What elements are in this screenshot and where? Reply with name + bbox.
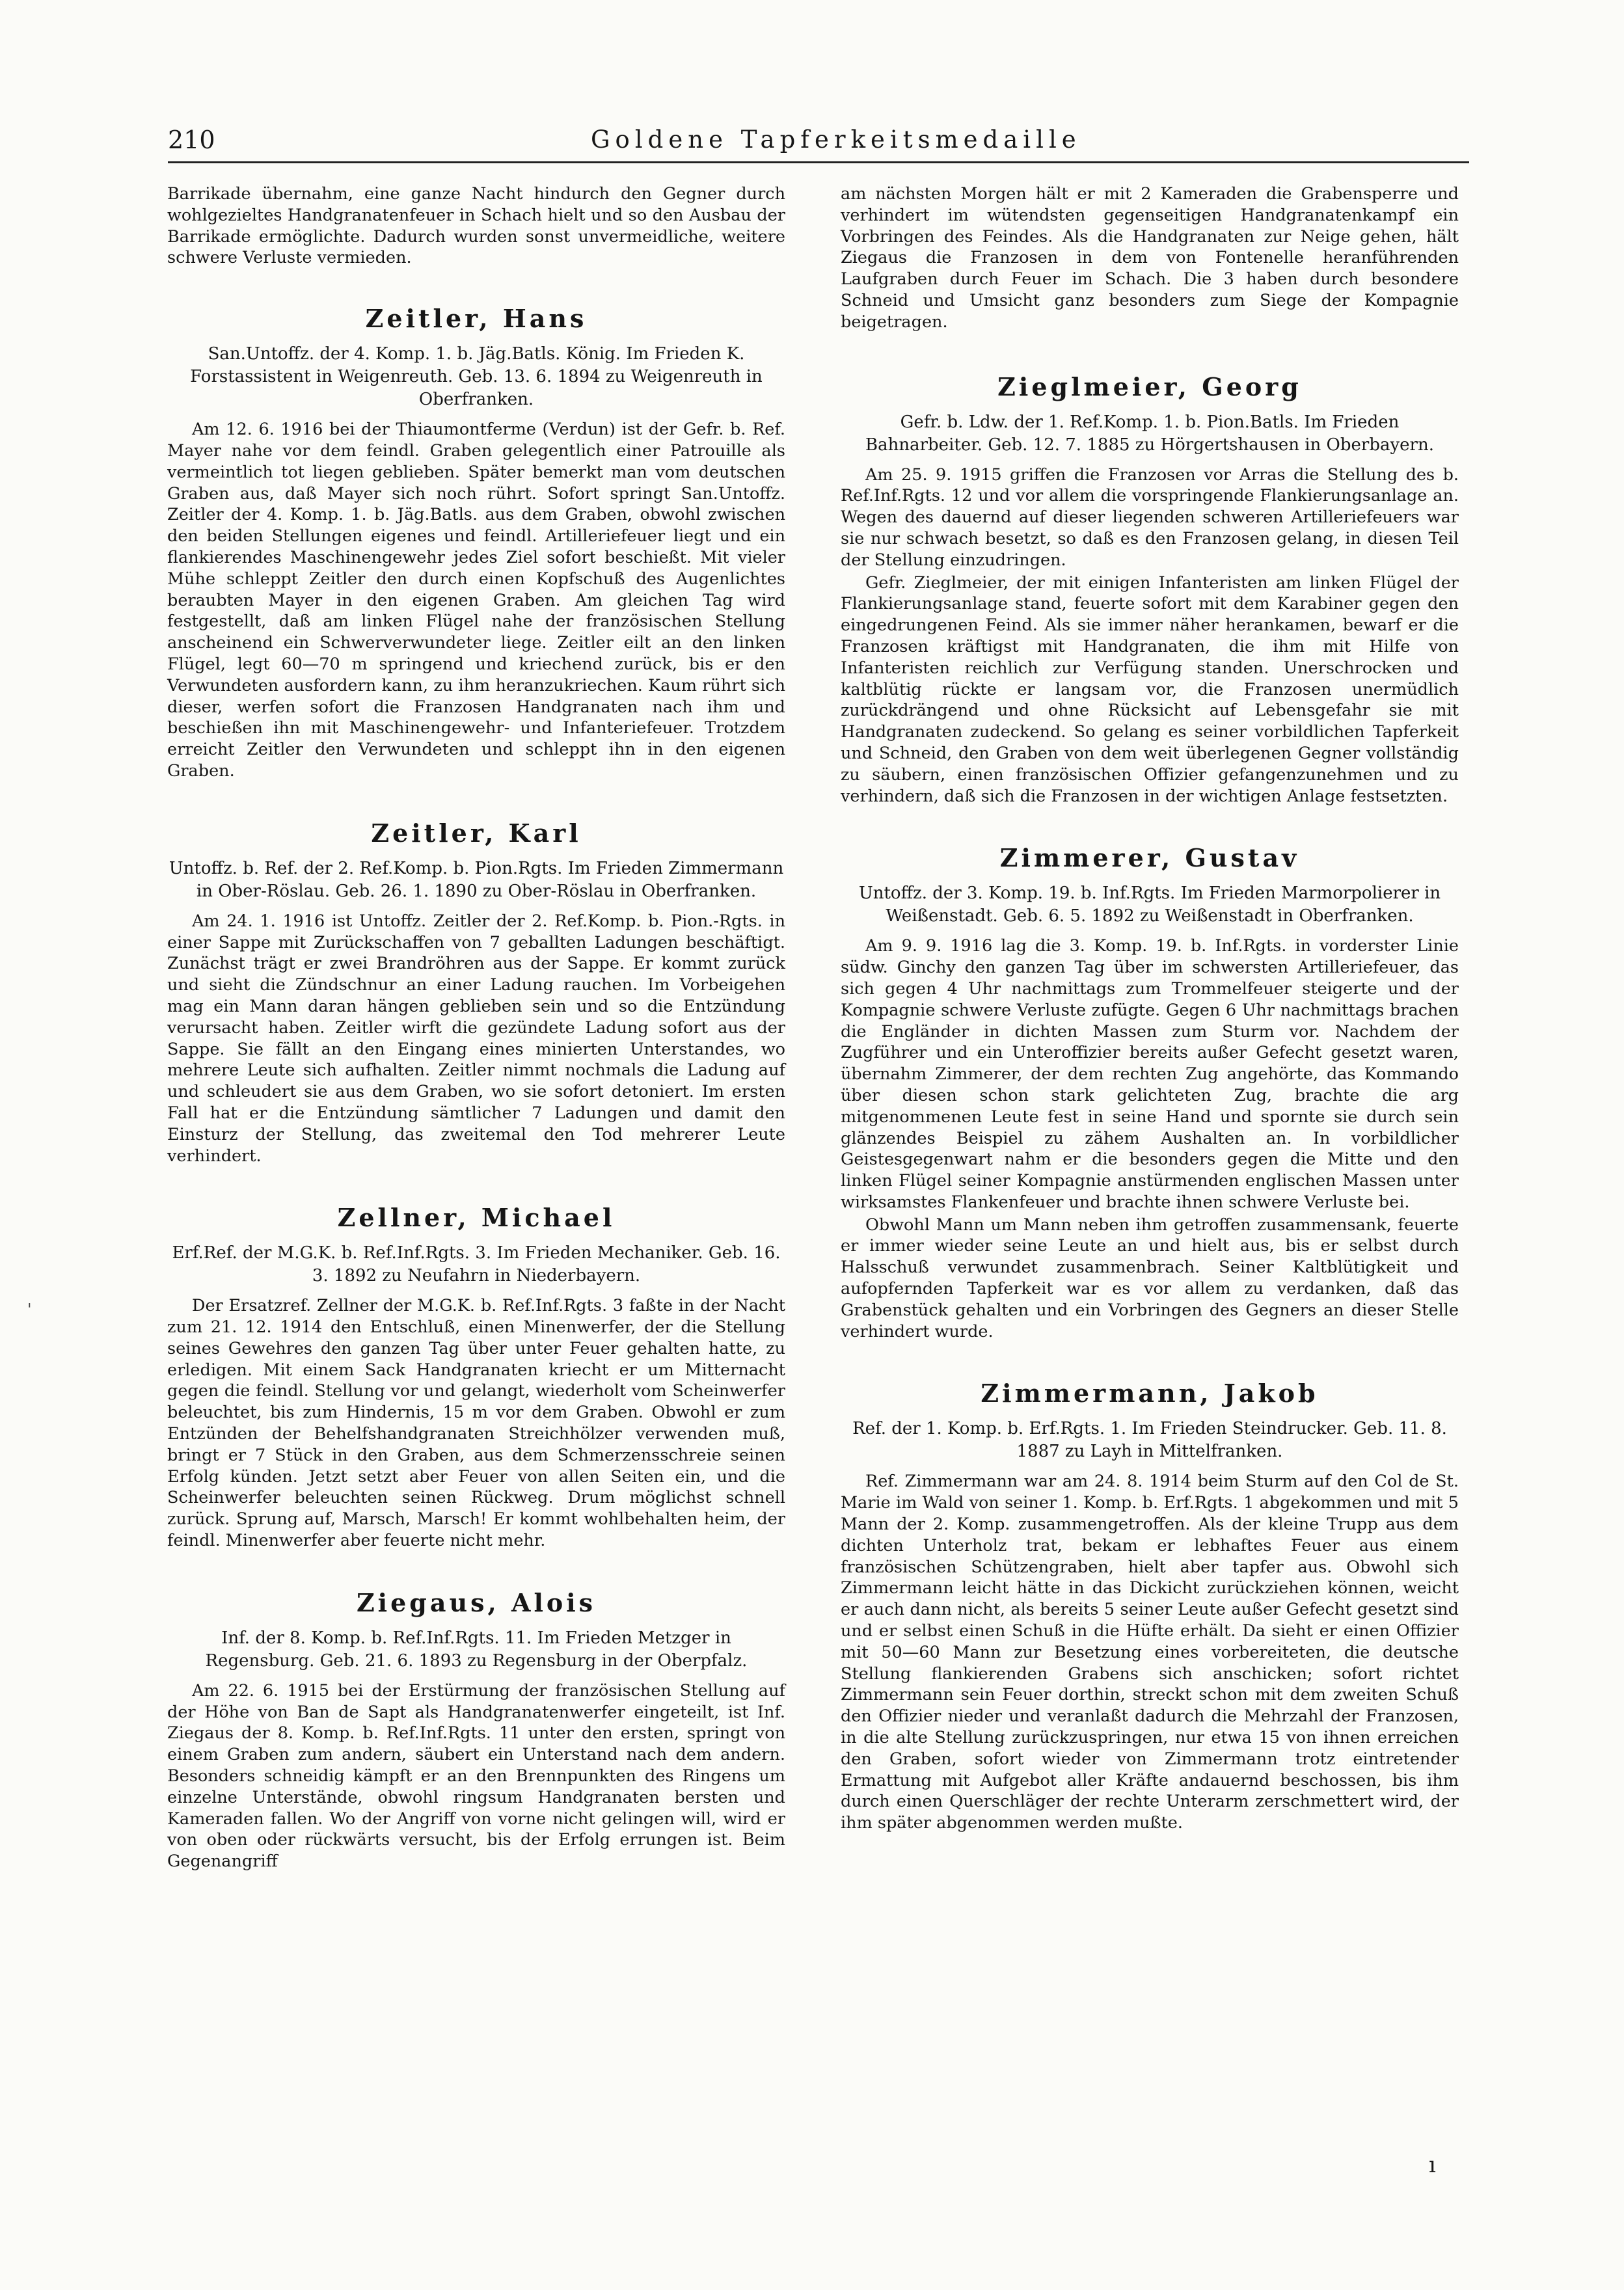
page-number: 210 — [168, 126, 215, 154]
entry-paragraph: Ref. Zimmermann war am 24. 8. 1914 beim Sturm auf den Col de St. Marie im Wald von seiner 1. Komp. b. Erf.Rgts. 1 abgekommen und mit 5 Mann der 2. Komp. zusammengetroffen. Als der kleine Trupp aus dem dichten Unterholz trat, bekam er lebhaftes Feuer aus einem französischen Schützengraben, hielt aber tapfer aus. Obwohl sich Zimmermann leicht hätte in das Dickicht zurückziehen können, weicht er auch dann nicht, als bereits 5 seiner Leute außer Gefecht gesetzt sind und er selbst einen Schuß in die Hüfte erhält. Da sieht er einen Offizier mit 50—60 Mann zur Besetzung eines vorbereiteten, die deutsche Stellung flankierenden Grabens sich anschicken; sofort richtet Zimmermann sein Feuer dorthin, streckt schon mit dem zweiten Schuß den Offizier nieder und veranlaßt dadurch die Mehrzahl der Franzosen, in die alte Stellung zurückzuspringen, nur etwa 15 von ihnen erreichen den Graben, sofort wieder von Zimmermann trotz eintretender Ermattung mit Aufgebot aller Kräfte andauernd beschossen, bis ihm durch einen Querschläger der rechte Unterarm zerschmettert wird, der ihm später abgenommen werden mußte. — [841, 1472, 1459, 1833]
entry-paragraph: Am 24. 1. 1916 ist Untoffz. Zeitler der 2. Ref.Komp. b. Pion.-Rgts. in einer Sappe mit Zurückschaffen von 7 geballten Ladungen beschäftigt. Zunächst trägt er zwei Brandröhren aus der Sappe. Er kommt zurück und sieht die Zündschnur an einer Ladung rauchen. Im Vorbeigehen mag ein Mann daran hängen geblieben sein und so die Entzündung verursacht haben. Zeitler wirft die gezündete Ladung sofort aus der Sappe. Sie fällt an den Eingang eines minierten Unterstandes, wo mehrere Leute sich aufhalten. Zeitler nimmt nochmals die Ladung auf und schleudert sie aus dem Graben, wo sie sofort detoniert. Im ersten Fall hat er die Entzündung sämtlicher 7 Ladungen und damit den Einsturz der Stellung, das zweitemal den Tod mehrerer Leute verhindert. — [167, 911, 785, 1166]
entry-ziegaus-alois — [167, 1588, 785, 1872]
entry-paragraph: Der Ersatzref. Zellner der M.G.K. b. Ref.Inf.Rgts. 3 faßte in der Nacht zum 21. 12. 1914 den Entschluß, einen Minenwerfer, der die Stellung seines Gewehres den ganzen Tag über unter Feuer gehalten hatte, zu erledigen. Mit einem Sack Handgranaten kriecht er um Mitternacht gegen die feindl. Stellung vor und gelangt, wiederholt vom Scheinwerfer beleuchtet, bis zum Hindernis, 15 m vor dem Graben. Obwohl er zum Entzünden der Behelfshandgranaten Streichhölzer verwenden muß, bringt er 7 Stück in den Graben, aus dem Schmerzensschreie seinen Erfolg künden. Jetzt setzt aber Feuer von allen Seiten ein, und die Scheinwerfer beleuchten seinen Rückweg. Drum möglichst schnell zurück. Sprung auf, Marsch, Marsch! Er kommt wohlbehalten heim, der feindl. Minenwerfer aber feuerte nicht mehr. — [167, 1296, 785, 1551]
entry-title: Ziegaus, Alois — [356, 1587, 597, 1617]
entry-meta: Gefr. b. Ldw. der 1. Ref.Komp. 1. b. Pion.Batls. Im Frieden Bahnarbeiter. Geb. 12. 7. 1885 zu Hörgertshausen in Oberbayern. — [865, 412, 1434, 455]
left-column — [167, 183, 785, 1872]
entry-title: Zellner, Michael — [337, 1203, 616, 1233]
entry-title: Zieglmeier, Georg — [997, 371, 1302, 401]
entry-meta: Ref. der 1. Komp. b. Erf.Rgts. 1. Im Frieden Steindrucker. Geb. 11. 8. 1887 zu Layh in Mittelfranken. — [852, 1419, 1447, 1462]
continuation-text: am nächsten Morgen hält er mit 2 Kameraden die Grabensperre und verhindert im wütendsten gegenseitigen Handgranatenkampf ein Vorbringen des Feindes. Als die Handgranaten zur Neige gehen, hält Ziegaus die Franzosen in dem von Fontenelle heranführenden Laufgraben durch Feuer im Schach. Die 3 haben durch besondere Schneid und Umsicht ganz besonders zum Siege der Kompagnie beigetragen. — [841, 184, 1459, 332]
entry-meta: Erf.Ref. der M.G.K. b. Ref.Inf.Rgts. 3. Im Frieden Mechaniker. Geb. 16. 3. 1892 zu Neufahrn in Niederbayern. — [172, 1243, 781, 1286]
entry-paragraph: Am 12. 6. 1916 bei der Thiaumontferme (Verdun) ist der Gefr. b. Ref. Mayer nahe vor dem feindl. Graben gelegentlich einer Patrouille als vermeintlich tot liegen geblieben. Später bemerkt man vom deutschen Graben aus, daß Mayer sich noch rührt. Sofort springt San.Untoffz. Zeitler der 4. Komp. 1. b. Jäg.Batls. aus dem Graben, obwohl zwischen den beiden Stellungen eigenes und feindl. Artilleriefeuer liegt und ein flankierendes Maschinengewehr jedes Ziel sofort beschießt. Mit vieler Mühe schleppt Zeitler den durch einen Kopfschuß des Augenlichtes beraubten Mayer in den eigenen Graben. Am gleichen Tag wird festgestellt, daß am linken Flügel nahe der französischen Stellung anscheinend ein Schwerverwundeter liege. Zeitler eilt an den linken Flügel, legt 60—70 m springend und kriechend zurück, bis er den Verwundeten ausfordern kann, zu ihm heranzukriechen. Kaum rührt sich dieser, werfen sofort die Franzosen Handgranaten nach ihm und beschießen ihn mit Maschinengewehr- und Infanteriefeuer. Trotzdem erreicht Zeitler den Verwundeten und schleppt ihn in den eigenen Graben. — [167, 420, 785, 781]
entry-title: Zimmerer, Gustav — [999, 843, 1300, 873]
entry-paragraph: Obwohl Mann um Mann neben ihm getroffen zusammensank, feuerte er immer wieder seine Leute an und hielt aus, bis er selbst durch Halsschuß verwundet zusammenbrach. Seiner Kaltblütigkeit und aufopfernden Tapferkeit war es vor allem zu verdanken, daß das Grabenstück gehalten und ein Vorbringen des Gegners an dieser Stelle verhindert wurde. — [841, 1215, 1459, 1341]
entry-zieglmeier-georg — [841, 372, 1459, 807]
entry-zellner-michael — [167, 1203, 785, 1552]
entry-paragraph: Gefr. Zieglmeier, der mit einigen Infanteristen am linken Flügel der Flankierungsanlage stand, feuerte sofort mit dem Karabiner gegen den eingedrungenen Feind. Als sie immer näher herankamen, bewarf er die Franzosen kräftigst mit Handgranaten, die ihm mit Hilfe von Infanteristen reichlich zur Verfügung standen. Unerschrocken und kaltblütig rückte er langsam vor, die Franzosen unermüdlich zurückdrängend und ohne Rücksicht auf Lebensgefahr sie mit Handgranaten zudeckend. So gelang es seiner vorbildlichen Tapferkeit und Schneid, den Graben von dem weit überlegenen Gegner vollständig zu säubern, einen französischen Offizier gefangenzunehmen und zu verhindern, daß sich die Franzosen in der wichtigen Anlage festsetzten. — [841, 572, 1459, 806]
entry-title: Zeitler, Hans — [365, 304, 588, 334]
entry-meta: Inf. der 8. Komp. b. Ref.Inf.Rgts. 11. Im Frieden Metzger in Regensburg. Geb. 21. 6. 1893 zu Regensburg in der Oberpfalz. — [205, 1628, 748, 1671]
entry-paragraph: Am 9. 9. 1916 lag die 3. Komp. 19. b. Inf.Rgts. in vorderster Linie südw. Ginchy den ganzen Tag über im schwersten Artilleriefeuer, das sich gegen 4 Uhr nachmittags zum Trommelfeuer steigerte und der Kompagnie schwere Verluste zufügte. Gegen 6 Uhr nachmittags brachen die Engländer in dichten Massen zum Sturm vor. Nachdem der Zugführer und ein Unteroffizier bereits außer Gefecht gesetzt waren, übernahm Zimmerer, der dem rechten Zug angehörte, das Kommando über diesen schon stark gelichteten Zug, brachte die arg mitgenommenen Leute fest in seine Hand und spornte sie durch sein glänzendes Beispiel zu zähem Aushalten an. In vorbildlicher Geistesgegenwart nahm er die besonders gegen die Mitte und den linken Flügel seiner Kompagnie anstürmenden englischen Massen unter wirksamstes Flankenfeuer und brachte ihnen schwere Verluste bei. — [841, 936, 1459, 1212]
entry-zeitler-karl — [167, 818, 785, 1167]
entry-title: Zimmermann, Jakob — [981, 1379, 1319, 1408]
entry-zimmerer-gustav — [841, 843, 1459, 1342]
margin-mark: ' — [27, 1300, 32, 1319]
bottom-mark: ı — [1429, 2152, 1436, 2178]
entry-zeitler-hans — [167, 304, 785, 782]
entry-paragraph: Am 25. 9. 1915 griffen die Franzosen vor Arras die Stellung des b. Ref.Inf.Rgts. 12 und vor allem die vorspringende Flankierungsanlage an. Wegen des dauernd auf dieser liegenden schweren Artilleriefeuers war sie nur schwach besetzt, so daß es den Franzosen gelang, in diesen Teil der Stellung einzudringen. — [841, 465, 1459, 570]
entry-title: Zeitler, Karl — [371, 818, 582, 848]
running-title: Goldene Tapferkeitsmedaille — [591, 126, 1081, 154]
entry-paragraph: Am 22. 6. 1915 bei der Erstürmung der französischen Stellung auf der Höhe von Ban de Sapt als Handgranatenwerfer eingeteilt, ist Inf. Ziegaus der 8. Komp. b. Ref.Inf.Rgts. 11 unter den ersten, springt von einem Graben zum andern, säubert ein Unterstand nach dem andern. Besonders schneidig kämpft er an den Brennpunkten des Ringens um einzelne Unterstände, obwohl ringsum Handgranaten bersten und Kameraden fallen. Wo der Angriff von vorne nicht gelingen will, wird er von oben oder rückwärts versucht, bis der Erfolg errungen ist. Beim Gegenangriff — [167, 1680, 785, 1872]
right-column — [841, 183, 1459, 1834]
entry-zimmermann-jakob — [841, 1379, 1459, 1834]
continuation-text: Barrikade übernahm, eine ganze Nacht hindurch den Gegner durch wohlgezieltes Handgranatenfeuer in Schach hielt und so den Ausbau der Barrikade ermöglichte. Dadurch wurden sonst unvermeidliche, weitere schwere Verluste vermieden. — [167, 184, 785, 268]
entry-meta: Untoffz. der 3. Komp. 19. b. Inf.Rgts. Im Frieden Marmorpolierer in Weißenstadt. Geb. 6. 5. 1892 zu Weißenstadt in Oberfranken. — [858, 883, 1441, 926]
page-header — [168, 124, 1469, 163]
entry-meta: Untoffz. b. Ref. der 2. Ref.Komp. b. Pion.Rgts. Im Frieden Zimmermann in Ober-Röslau. Geb. 26. 1. 1890 zu Ober-Röslau in Oberfranken. — [169, 858, 784, 901]
entry-meta: San.Untoffz. der 4. Komp. 1. b. Jäg.Batls. König. Im Frieden K. Forstassistent in Weigenreuth. Geb. 13. 6. 1894 zu Weigenreuth in Oberfranken. — [190, 344, 763, 410]
